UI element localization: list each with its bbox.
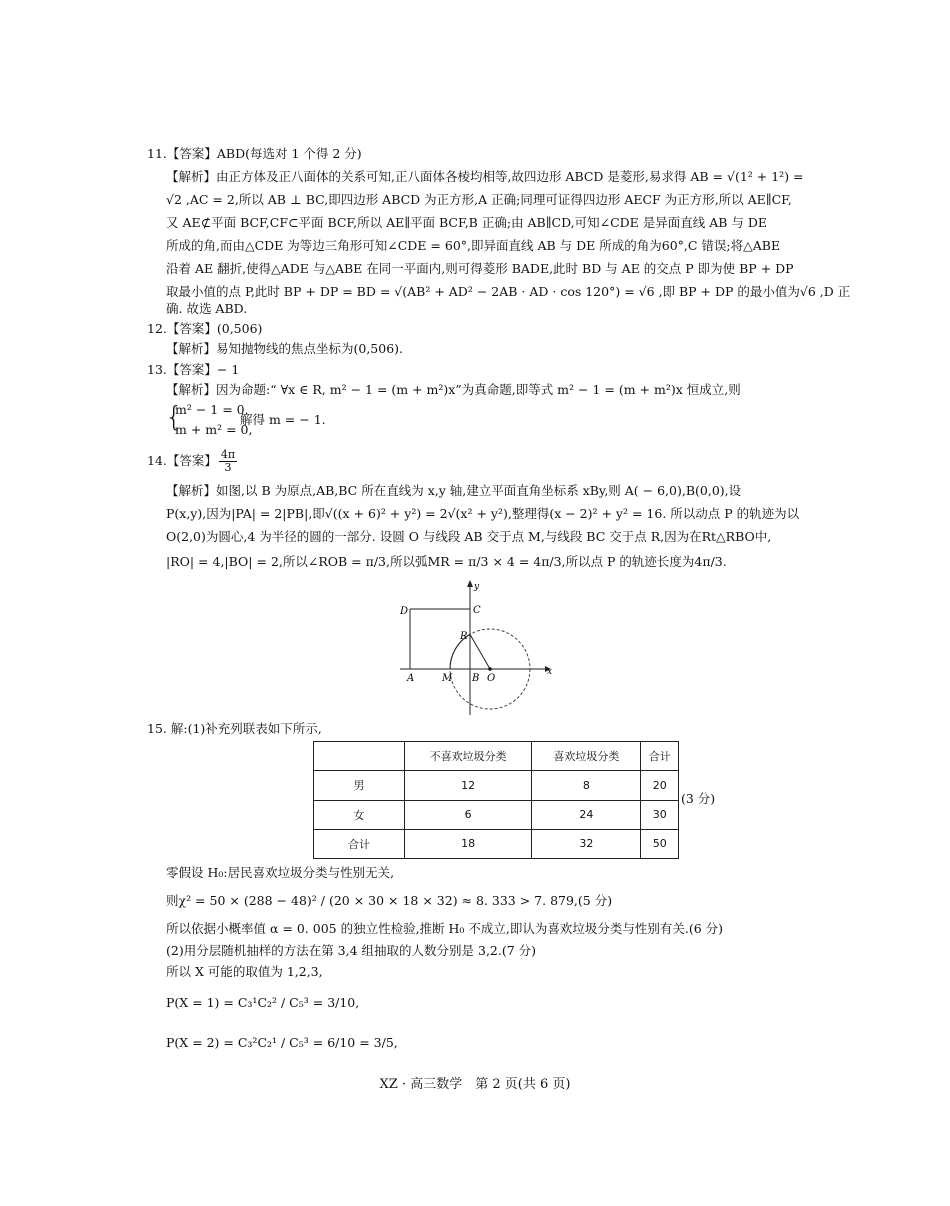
q12-answer: 12.【答案】(0,506) bbox=[147, 321, 263, 336]
q14-answer bbox=[147, 449, 239, 474]
q11-line-6: 取最小值的点 P,此时 BP + DP = BD = √(AB² + AD² − 2AB · AD · cos 120°) = √6 ,即 BP + DP 的最小值为√6 ,D 正 bbox=[166, 284, 851, 299]
q11-line-3: 又 AE⊄平面 BCF,CF⊂平面 BCF,所以 AE∥平面 BCF,B 正确;由 AB∥CD,可知∠CDE 是异面直线 AB 与 DE bbox=[166, 215, 768, 230]
label-C: C bbox=[473, 605, 481, 616]
q11-line-2: √2 ,AC = 2,所以 AB ⊥ BC,即四边形 ABCD 为正方形,A 正确;同理可证得四边形 AECF 为正方形,所以 AE∥CF, bbox=[166, 192, 792, 207]
contingency-table bbox=[313, 741, 679, 859]
table-cell: 12 bbox=[405, 771, 532, 800]
label-M: M bbox=[442, 673, 453, 684]
q15-line-1: 零假设 H₀:居民喜欢垃圾分类与性别无关, bbox=[166, 865, 395, 880]
q12-analysis: 【解析】易知抛物线的焦点坐标为(0,506). bbox=[166, 341, 404, 356]
q14-line-2: P(x,y),因为|PA| = 2|PB|,即√((x + 6)² + y²) = 2√(x² + y²),整理得(x − 2)² + y² = 16. 所以动点 P 的轨迹为以 bbox=[166, 506, 800, 521]
q13-system-eq-2: m + m² = 0, bbox=[175, 422, 253, 437]
q15-line-2: 则χ² = 50 × (288 − 48)² / (20 × 30 × 18 × 32) ≈ 8. 333 > 7. 879,(5 分) bbox=[166, 893, 613, 908]
q14-answer-den: 3 bbox=[224, 461, 232, 474]
q14-line-1: 【解析】如图,以 B 为原点,AB,BC 所在直线为 x,y 轴,建立平面直角坐标系 xBy,则 A( − 6,0),B(0,0),设 bbox=[166, 483, 742, 498]
table-cell: 男 bbox=[314, 771, 405, 800]
q13-system-result: 解得 m = − 1. bbox=[240, 412, 326, 427]
table-header-cell bbox=[314, 742, 405, 771]
coordinate-figure bbox=[395, 577, 555, 717]
y-axis-arrow bbox=[467, 580, 473, 587]
q13-answer: 13.【答案】− 1 bbox=[147, 362, 240, 377]
table-header-cell: 不喜欢垃圾分类 bbox=[405, 742, 532, 771]
table-row bbox=[314, 829, 679, 858]
q11-line-4: 所成的角,而由△CDE 为等边三角形可知∠CDE = 60°,即异面直线 AB 与 DE 所成的角为60°,C 错误;将△ABE bbox=[166, 238, 781, 253]
q14-line-3: O(2,0)为圆心,4 为半径的圆的一部分. 设圆 O 与线段 AB 交于点 M,与线段 BC 交于点 R,因为在Rt△RBO中, bbox=[166, 529, 772, 544]
system-brace: { bbox=[165, 400, 183, 433]
q15-line-3: 所以依据小概率值 α = 0. 005 的独立性检验,推断 H₀ 不成立,即认为喜欢垃圾分类与性别有关.(6 分) bbox=[166, 921, 724, 936]
table-cell: 32 bbox=[532, 829, 641, 858]
q13-system-eq-1: m² − 1 = 0, bbox=[175, 402, 249, 417]
q15-line-6: P(X = 1) = C₃¹C₂² / C₅³ = 3/10, bbox=[166, 995, 360, 1010]
table-cell: 30 bbox=[641, 800, 679, 829]
table-header-cell: 喜欢垃圾分类 bbox=[532, 742, 641, 771]
table-row bbox=[314, 771, 679, 800]
q11-line-7: 确. 故选 ABD. bbox=[166, 301, 248, 316]
q14-answer-prefix: 14.【答案】 bbox=[147, 453, 217, 468]
q15-line-4: (2)用分层随机抽样的方法在第 3,4 组抽取的人数分别是 3,2.(7 分) bbox=[166, 943, 537, 958]
label-B: B bbox=[472, 673, 480, 684]
q11-answer: 11.【答案】ABD(每选对 1 个得 2 分) bbox=[147, 146, 362, 161]
table-cell: 20 bbox=[641, 771, 679, 800]
q15-line-5: 所以 X 可能的取值为 1,2,3, bbox=[166, 964, 323, 979]
label-A: A bbox=[407, 673, 415, 684]
center-dot bbox=[488, 667, 492, 671]
segment-RO bbox=[470, 634, 490, 669]
table-cell: 合计 bbox=[314, 829, 405, 858]
label-y: y bbox=[474, 582, 480, 592]
table-cell: 女 bbox=[314, 800, 405, 829]
q15-intro: 15. 解:(1)补充列联表如下所示, bbox=[147, 721, 322, 736]
q15-line-7: P(X = 2) = C₃²C₂¹ / C₅³ = 6/10 = 3/5, bbox=[166, 1035, 398, 1050]
q14-line-4: |RO| = 4,|BO| = 2,所以∠ROB = π/3,所以弧MR = π/3 × 4 = 4π/3,所以点 P 的轨迹长度为4π/3. bbox=[166, 554, 727, 569]
table-cell: 50 bbox=[641, 829, 679, 858]
label-x: x bbox=[547, 667, 553, 677]
table-header-row bbox=[314, 742, 679, 771]
q14-answer-fraction bbox=[219, 449, 237, 474]
table-cell: 8 bbox=[532, 771, 641, 800]
q11-line-1: 【解析】由正方体及正八面体的关系可知,正八面体各棱均相等,故四边形 ABCD 是菱形,易求得 AB = √(1² + 1²) = bbox=[166, 169, 804, 184]
q13-line-1: 【解析】因为命题:“ ∀x ∈ R, m² − 1 = (m + m²)x”为真命题,即等式 m² − 1 = (m + m²)x 恒成立,则 bbox=[166, 382, 741, 397]
table-cell: 18 bbox=[405, 829, 532, 858]
q11-line-5: 沿着 AE 翻折,使得△ADE 与△ABE 在同一平面内,则可得菱形 BADE,此时 BD 与 AE 的交点 P 即为使 BP + DP bbox=[166, 261, 794, 276]
page-footer: XZ · 高三数学 第 2 页(共 6 页) bbox=[379, 1077, 571, 1092]
q14-answer-num: 4π bbox=[220, 448, 236, 461]
label-O: O bbox=[487, 673, 496, 684]
table-cell: 24 bbox=[532, 800, 641, 829]
table-row bbox=[314, 800, 679, 829]
table-score-note: (3 分) bbox=[681, 791, 716, 806]
label-R: R bbox=[460, 631, 468, 642]
label-D: D bbox=[400, 606, 409, 617]
table-header-cell: 合计 bbox=[641, 742, 679, 771]
table-cell: 6 bbox=[405, 800, 532, 829]
